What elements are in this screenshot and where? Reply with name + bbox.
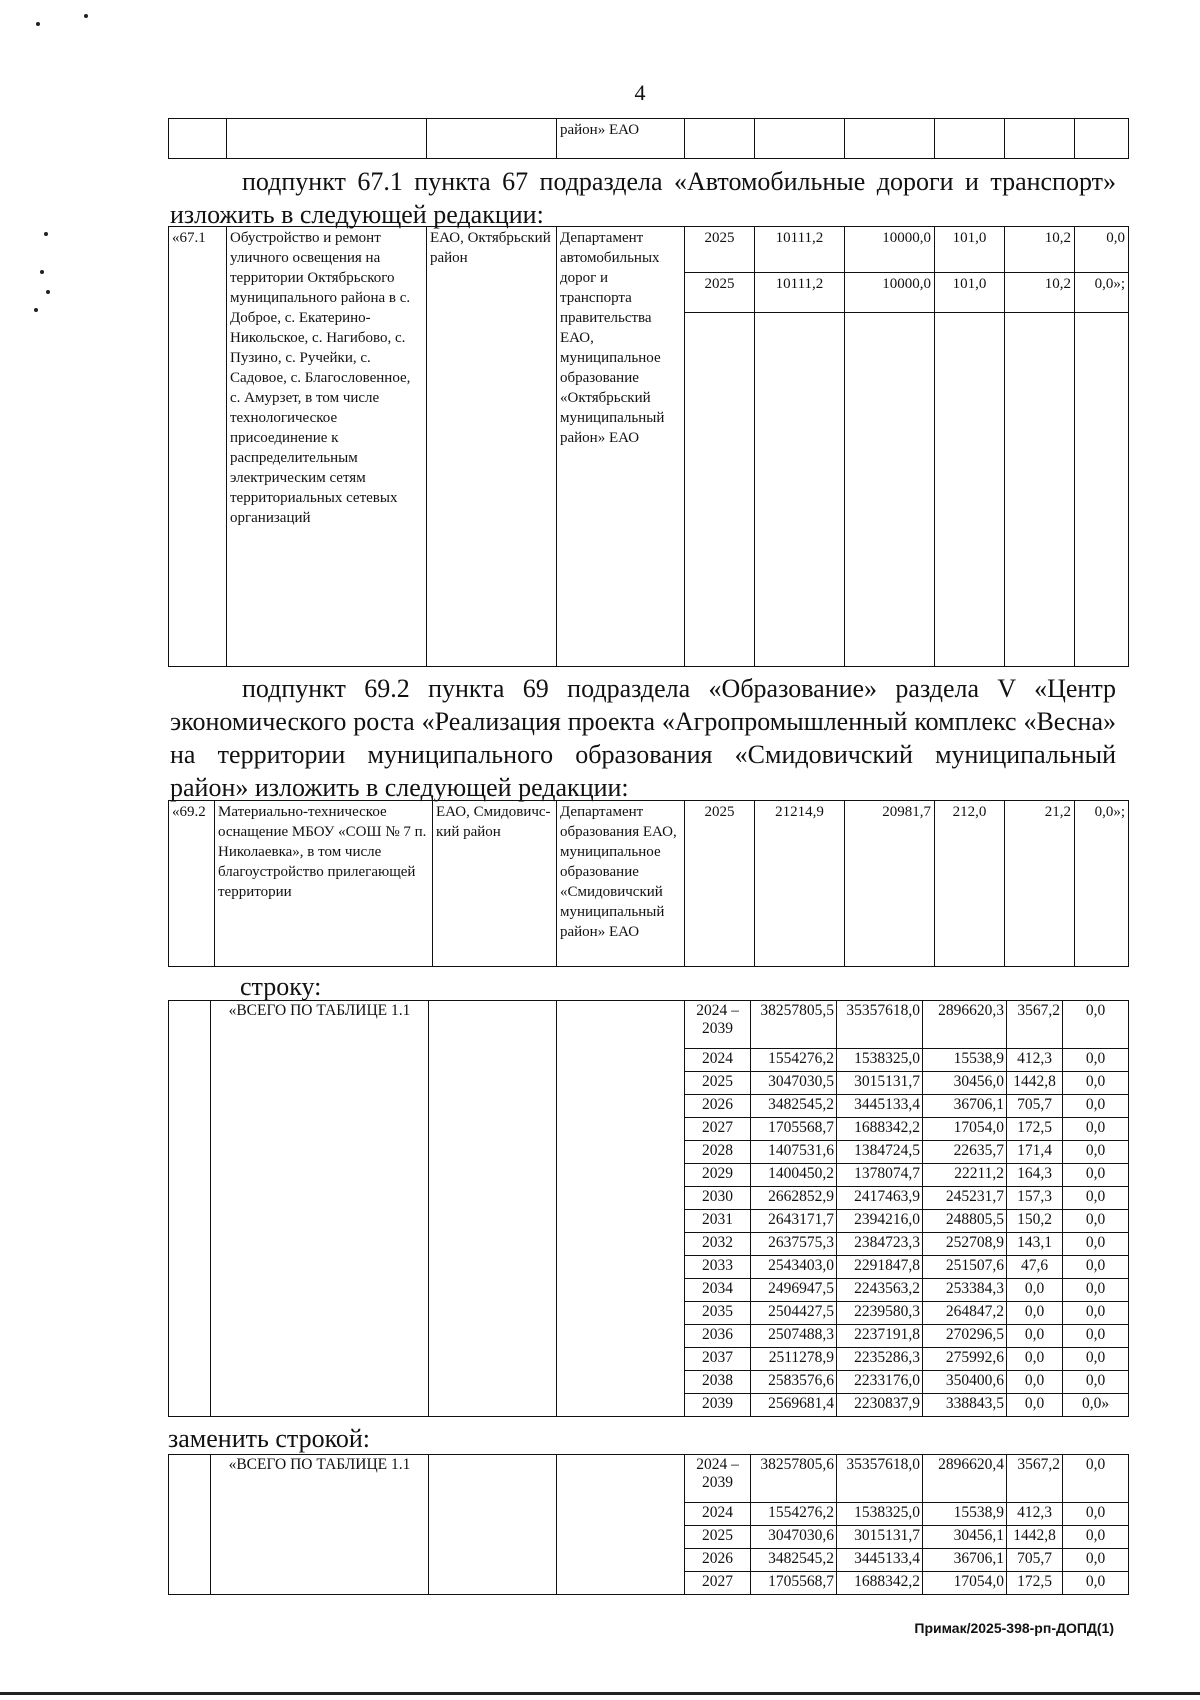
- year-cell: 2033: [685, 1256, 751, 1279]
- regional-cell: 36706,1: [923, 1095, 1007, 1118]
- other-cell: 0,0: [1063, 1572, 1129, 1595]
- scan-bottom-edge: [0, 1692, 1200, 1695]
- year-cell: 2030: [685, 1187, 751, 1210]
- item-location: ЕАО, Октябрьский район: [427, 227, 557, 667]
- item-location: ЕАО, Смидовичс-кий район: [433, 801, 557, 967]
- federal-cell: 1688342,2: [837, 1118, 923, 1141]
- other-cell: 0,0: [1063, 1118, 1129, 1141]
- cell-executor-tail: район» ЕАО: [557, 119, 685, 159]
- regional-cell: 30456,1: [923, 1526, 1007, 1549]
- scan-speck: [36, 22, 40, 26]
- year-cell: 2039: [685, 1394, 751, 1417]
- other-cell: 0,0: [1063, 1455, 1129, 1503]
- federal-cell: 2291847,8: [837, 1256, 923, 1279]
- total-cell: 2504427,5: [751, 1302, 837, 1325]
- regional-cell: 245231,7: [923, 1187, 1007, 1210]
- other-cell: 0,0: [1063, 1095, 1129, 1118]
- total-cell: 1554276,2: [751, 1503, 837, 1526]
- other-cell: 0,0: [1063, 1348, 1129, 1371]
- local-cell: 0,0: [1007, 1302, 1063, 1325]
- federal-cell: 2233176,0: [837, 1371, 923, 1394]
- year-cell: 2032: [685, 1233, 751, 1256]
- local-cell: 172,5: [1007, 1572, 1063, 1595]
- regional-cell: 2896620,3: [923, 1001, 1007, 1049]
- paragraph-67-1: подпункт 67.1 пункта 67 подраздела «Автомобильные дороги и транспорт» изложить в следующей редакции:: [170, 167, 1116, 229]
- year-cell: 2025: [685, 1072, 751, 1095]
- table-totals-old: [168, 1000, 1129, 1417]
- top-table-fragment: [168, 118, 1129, 159]
- total-cell: 1705568,7: [751, 1118, 837, 1141]
- total-cell: 2643171,7: [751, 1210, 837, 1233]
- year-cell: 2036: [685, 1325, 751, 1348]
- scan-speck: [40, 270, 44, 274]
- local-cell: 412,3: [1007, 1503, 1063, 1526]
- regional-cell: 251507,6: [923, 1256, 1007, 1279]
- regional-cell: 15538,9: [923, 1503, 1007, 1526]
- total-cell: 1407531,6: [751, 1141, 837, 1164]
- local-cell: 171,4: [1007, 1141, 1063, 1164]
- other-cell: 0,0: [1063, 1279, 1129, 1302]
- other-cell: 0,0: [1063, 1233, 1129, 1256]
- total-cell: 3482545,2: [751, 1095, 837, 1118]
- federal-cell: 35357618,0: [837, 1455, 923, 1503]
- total-cell: 10111,2: [755, 273, 845, 313]
- local-cell: 47,6: [1007, 1256, 1063, 1279]
- federal-cell: 1688342,2: [837, 1572, 923, 1595]
- page-number: 4: [634, 80, 646, 105]
- local-cell: 157,3: [1007, 1187, 1063, 1210]
- local-cell: 3567,2: [1007, 1001, 1063, 1049]
- local-cell: 3567,2: [1007, 1455, 1063, 1503]
- item-number: «69.2: [169, 801, 215, 967]
- other-cell: 0,0: [1063, 1325, 1129, 1348]
- totals-title: «ВСЕГО ПО ТАБЛИЦЕ 1.1: [211, 1455, 429, 1595]
- table-totals-new: [168, 1454, 1129, 1595]
- item-executor: Департамент автомобильных дорог и транспорта правительства ЕАО, муниципальное образование «Октябрьский муниципальный район» ЕАО: [557, 227, 685, 667]
- other-cell: 0,0: [1063, 1549, 1129, 1572]
- scan-speck: [44, 232, 48, 236]
- local-cell: 1442,8: [1007, 1072, 1063, 1095]
- local-cell: 21,2: [1005, 801, 1075, 967]
- federal-cell: 3445133,4: [837, 1095, 923, 1118]
- total-cell: 1554276,2: [751, 1049, 837, 1072]
- federal-cell: 1538325,0: [837, 1049, 923, 1072]
- other-cell: 0,0: [1063, 1503, 1129, 1526]
- total-cell: 10111,2: [755, 227, 845, 273]
- year-cell: 2025: [685, 273, 755, 313]
- regional-cell: 30456,0: [923, 1072, 1007, 1095]
- total-cell: 2507488,3: [751, 1325, 837, 1348]
- federal-cell: 1538325,0: [837, 1503, 923, 1526]
- year-cell: 2031: [685, 1210, 751, 1233]
- regional-cell: 264847,2: [923, 1302, 1007, 1325]
- total-cell: 2543403,0: [751, 1256, 837, 1279]
- total-cell: 3482545,2: [751, 1549, 837, 1572]
- year-cell: 2035: [685, 1302, 751, 1325]
- federal-cell: 2243563,2: [837, 1279, 923, 1302]
- other-cell: 0,0: [1063, 1256, 1129, 1279]
- year-cell: 2038: [685, 1371, 751, 1394]
- federal-cell: 20981,7: [845, 801, 935, 967]
- year-cell: 2028: [685, 1141, 751, 1164]
- regional-cell: 253384,3: [923, 1279, 1007, 1302]
- other-cell: 0,0: [1063, 1049, 1129, 1072]
- local-cell: 705,7: [1007, 1549, 1063, 1572]
- federal-cell: 35357618,0: [837, 1001, 923, 1049]
- regional-cell: 101,0: [935, 227, 1005, 273]
- federal-cell: 2384723,3: [837, 1233, 923, 1256]
- other-cell: 0,0: [1063, 1371, 1129, 1394]
- year-cell: 2024: [685, 1503, 751, 1526]
- total-cell: 38257805,5: [751, 1001, 837, 1049]
- total-cell: 2511278,9: [751, 1348, 837, 1371]
- local-cell: 0,0: [1007, 1348, 1063, 1371]
- total-cell: 2496947,5: [751, 1279, 837, 1302]
- local-cell: 0,0: [1007, 1394, 1063, 1417]
- other-cell: 0,0»;: [1075, 801, 1129, 967]
- federal-cell: 10000,0: [845, 227, 935, 273]
- period-cell: 2024 – 2039: [685, 1455, 751, 1503]
- total-cell: 1400450,2: [751, 1164, 837, 1187]
- federal-cell: 3015131,7: [837, 1072, 923, 1095]
- table-item-69-2: [168, 800, 1129, 967]
- label-replace: заменить строкой:: [168, 1424, 371, 1453]
- year-cell: 2025: [685, 227, 755, 273]
- local-cell: 143,1: [1007, 1233, 1063, 1256]
- federal-cell: 10000,0: [845, 273, 935, 313]
- year-cell: 2026: [685, 1095, 751, 1118]
- year-cell: 2026: [685, 1549, 751, 1572]
- other-cell: 0,0: [1075, 227, 1129, 273]
- total-cell: 2637575,3: [751, 1233, 837, 1256]
- federal-cell: 2230837,9: [837, 1394, 923, 1417]
- federal-cell: 3015131,7: [837, 1526, 923, 1549]
- local-cell: 164,3: [1007, 1164, 1063, 1187]
- regional-cell: 212,0: [935, 801, 1005, 967]
- year-cell: 2037: [685, 1348, 751, 1371]
- regional-cell: 338843,5: [923, 1394, 1007, 1417]
- item-name: Обустройство и ремонт уличного освещения на территории Октябрьского муниципального района в с. Доброе, с. Екатерино-Никольское, с. Нагибово, с. Пузино, с. Ручейки, с. Садовое, с. Благословенное, с. Амурзет, в том числе технологическое присоединение к распределительным электрическим сетям территориальных сетевых организаций: [227, 227, 427, 667]
- other-cell: 0,0: [1063, 1526, 1129, 1549]
- year-cell: 2027: [685, 1572, 751, 1595]
- total-cell: 2662852,9: [751, 1187, 837, 1210]
- local-cell: 150,2: [1007, 1210, 1063, 1233]
- item-name: Материально-техническое оснащение МБОУ «СОШ № 7 п. Николаевка», в том числе благоустройство прилегающей территории: [215, 801, 433, 967]
- federal-cell: 1378074,7: [837, 1164, 923, 1187]
- local-cell: 0,0: [1007, 1325, 1063, 1348]
- document-footer-code: Примак/2025-398-рп-ДОПД(1): [914, 1620, 1114, 1636]
- federal-cell: 2239580,3: [837, 1302, 923, 1325]
- other-cell: 0,0: [1063, 1210, 1129, 1233]
- table-item-67-1: [168, 226, 1129, 667]
- scan-speck: [34, 308, 38, 312]
- total-cell: 2569681,4: [751, 1394, 837, 1417]
- scan-speck: [84, 14, 88, 18]
- local-cell: 172,5: [1007, 1118, 1063, 1141]
- other-cell: 0,0: [1063, 1302, 1129, 1325]
- regional-cell: 350400,6: [923, 1371, 1007, 1394]
- local-cell: 10,2: [1005, 273, 1075, 313]
- year-cell: 2025: [685, 1526, 751, 1549]
- year-cell: 2034: [685, 1279, 751, 1302]
- regional-cell: 36706,1: [923, 1549, 1007, 1572]
- year-cell: 2029: [685, 1164, 751, 1187]
- other-cell: 0,0: [1063, 1164, 1129, 1187]
- total-cell: 3047030,5: [751, 1072, 837, 1095]
- regional-cell: 101,0: [935, 273, 1005, 313]
- item-number: «67.1: [169, 227, 227, 667]
- federal-cell: 2394216,0: [837, 1210, 923, 1233]
- other-cell: 0,0»;: [1075, 273, 1129, 313]
- local-cell: 10,2: [1005, 227, 1075, 273]
- total-cell: 21214,9: [755, 801, 845, 967]
- regional-cell: 17054,0: [923, 1118, 1007, 1141]
- total-cell: 3047030,6: [751, 1526, 837, 1549]
- year-cell: 2025: [685, 801, 755, 967]
- federal-cell: 2417463,9: [837, 1187, 923, 1210]
- total-cell: 38257805,6: [751, 1455, 837, 1503]
- year-cell: 2027: [685, 1118, 751, 1141]
- regional-cell: 248805,5: [923, 1210, 1007, 1233]
- regional-cell: 15538,9: [923, 1049, 1007, 1072]
- period-cell: 2024 – 2039: [685, 1001, 751, 1049]
- regional-cell: 17054,0: [923, 1572, 1007, 1595]
- total-cell: 2583576,6: [751, 1371, 837, 1394]
- regional-cell: 22635,7: [923, 1141, 1007, 1164]
- regional-cell: 22211,2: [923, 1164, 1007, 1187]
- local-cell: 0,0: [1007, 1279, 1063, 1302]
- totals-title: «ВСЕГО ПО ТАБЛИЦЕ 1.1: [211, 1001, 429, 1417]
- other-cell: 0,0: [1063, 1141, 1129, 1164]
- federal-cell: 2235286,3: [837, 1348, 923, 1371]
- year-cell: 2024: [685, 1049, 751, 1072]
- scan-speck: [46, 290, 50, 294]
- other-cell: 0,0»: [1063, 1394, 1129, 1417]
- other-cell: 0,0: [1063, 1187, 1129, 1210]
- federal-cell: 3445133,4: [837, 1549, 923, 1572]
- local-cell: 412,3: [1007, 1049, 1063, 1072]
- total-cell: 1705568,7: [751, 1572, 837, 1595]
- other-cell: 0,0: [1063, 1072, 1129, 1095]
- label-row: строку:: [240, 972, 322, 1001]
- regional-cell: 275992,6: [923, 1348, 1007, 1371]
- regional-cell: 2896620,4: [923, 1455, 1007, 1503]
- regional-cell: 270296,5: [923, 1325, 1007, 1348]
- paragraph-69-2: подпункт 69.2 пункта 69 подраздела «Образование» раздела V «Центр экономического роста «Реализация проекта «Агропромышленный комплекс «Весна» на территории муниципального образования «Смидовичский муниципальный район» изложить в следующей редакции:: [170, 674, 1116, 802]
- regional-cell: 252708,9: [923, 1233, 1007, 1256]
- federal-cell: 2237191,8: [837, 1325, 923, 1348]
- local-cell: 705,7: [1007, 1095, 1063, 1118]
- other-cell: 0,0: [1063, 1001, 1129, 1049]
- item-executor: Департамент образования ЕАО, муниципальное образование «Смидовичский муниципальный район» ЕАО: [557, 801, 685, 967]
- local-cell: 1442,8: [1007, 1526, 1063, 1549]
- federal-cell: 1384724,5: [837, 1141, 923, 1164]
- local-cell: 0,0: [1007, 1371, 1063, 1394]
